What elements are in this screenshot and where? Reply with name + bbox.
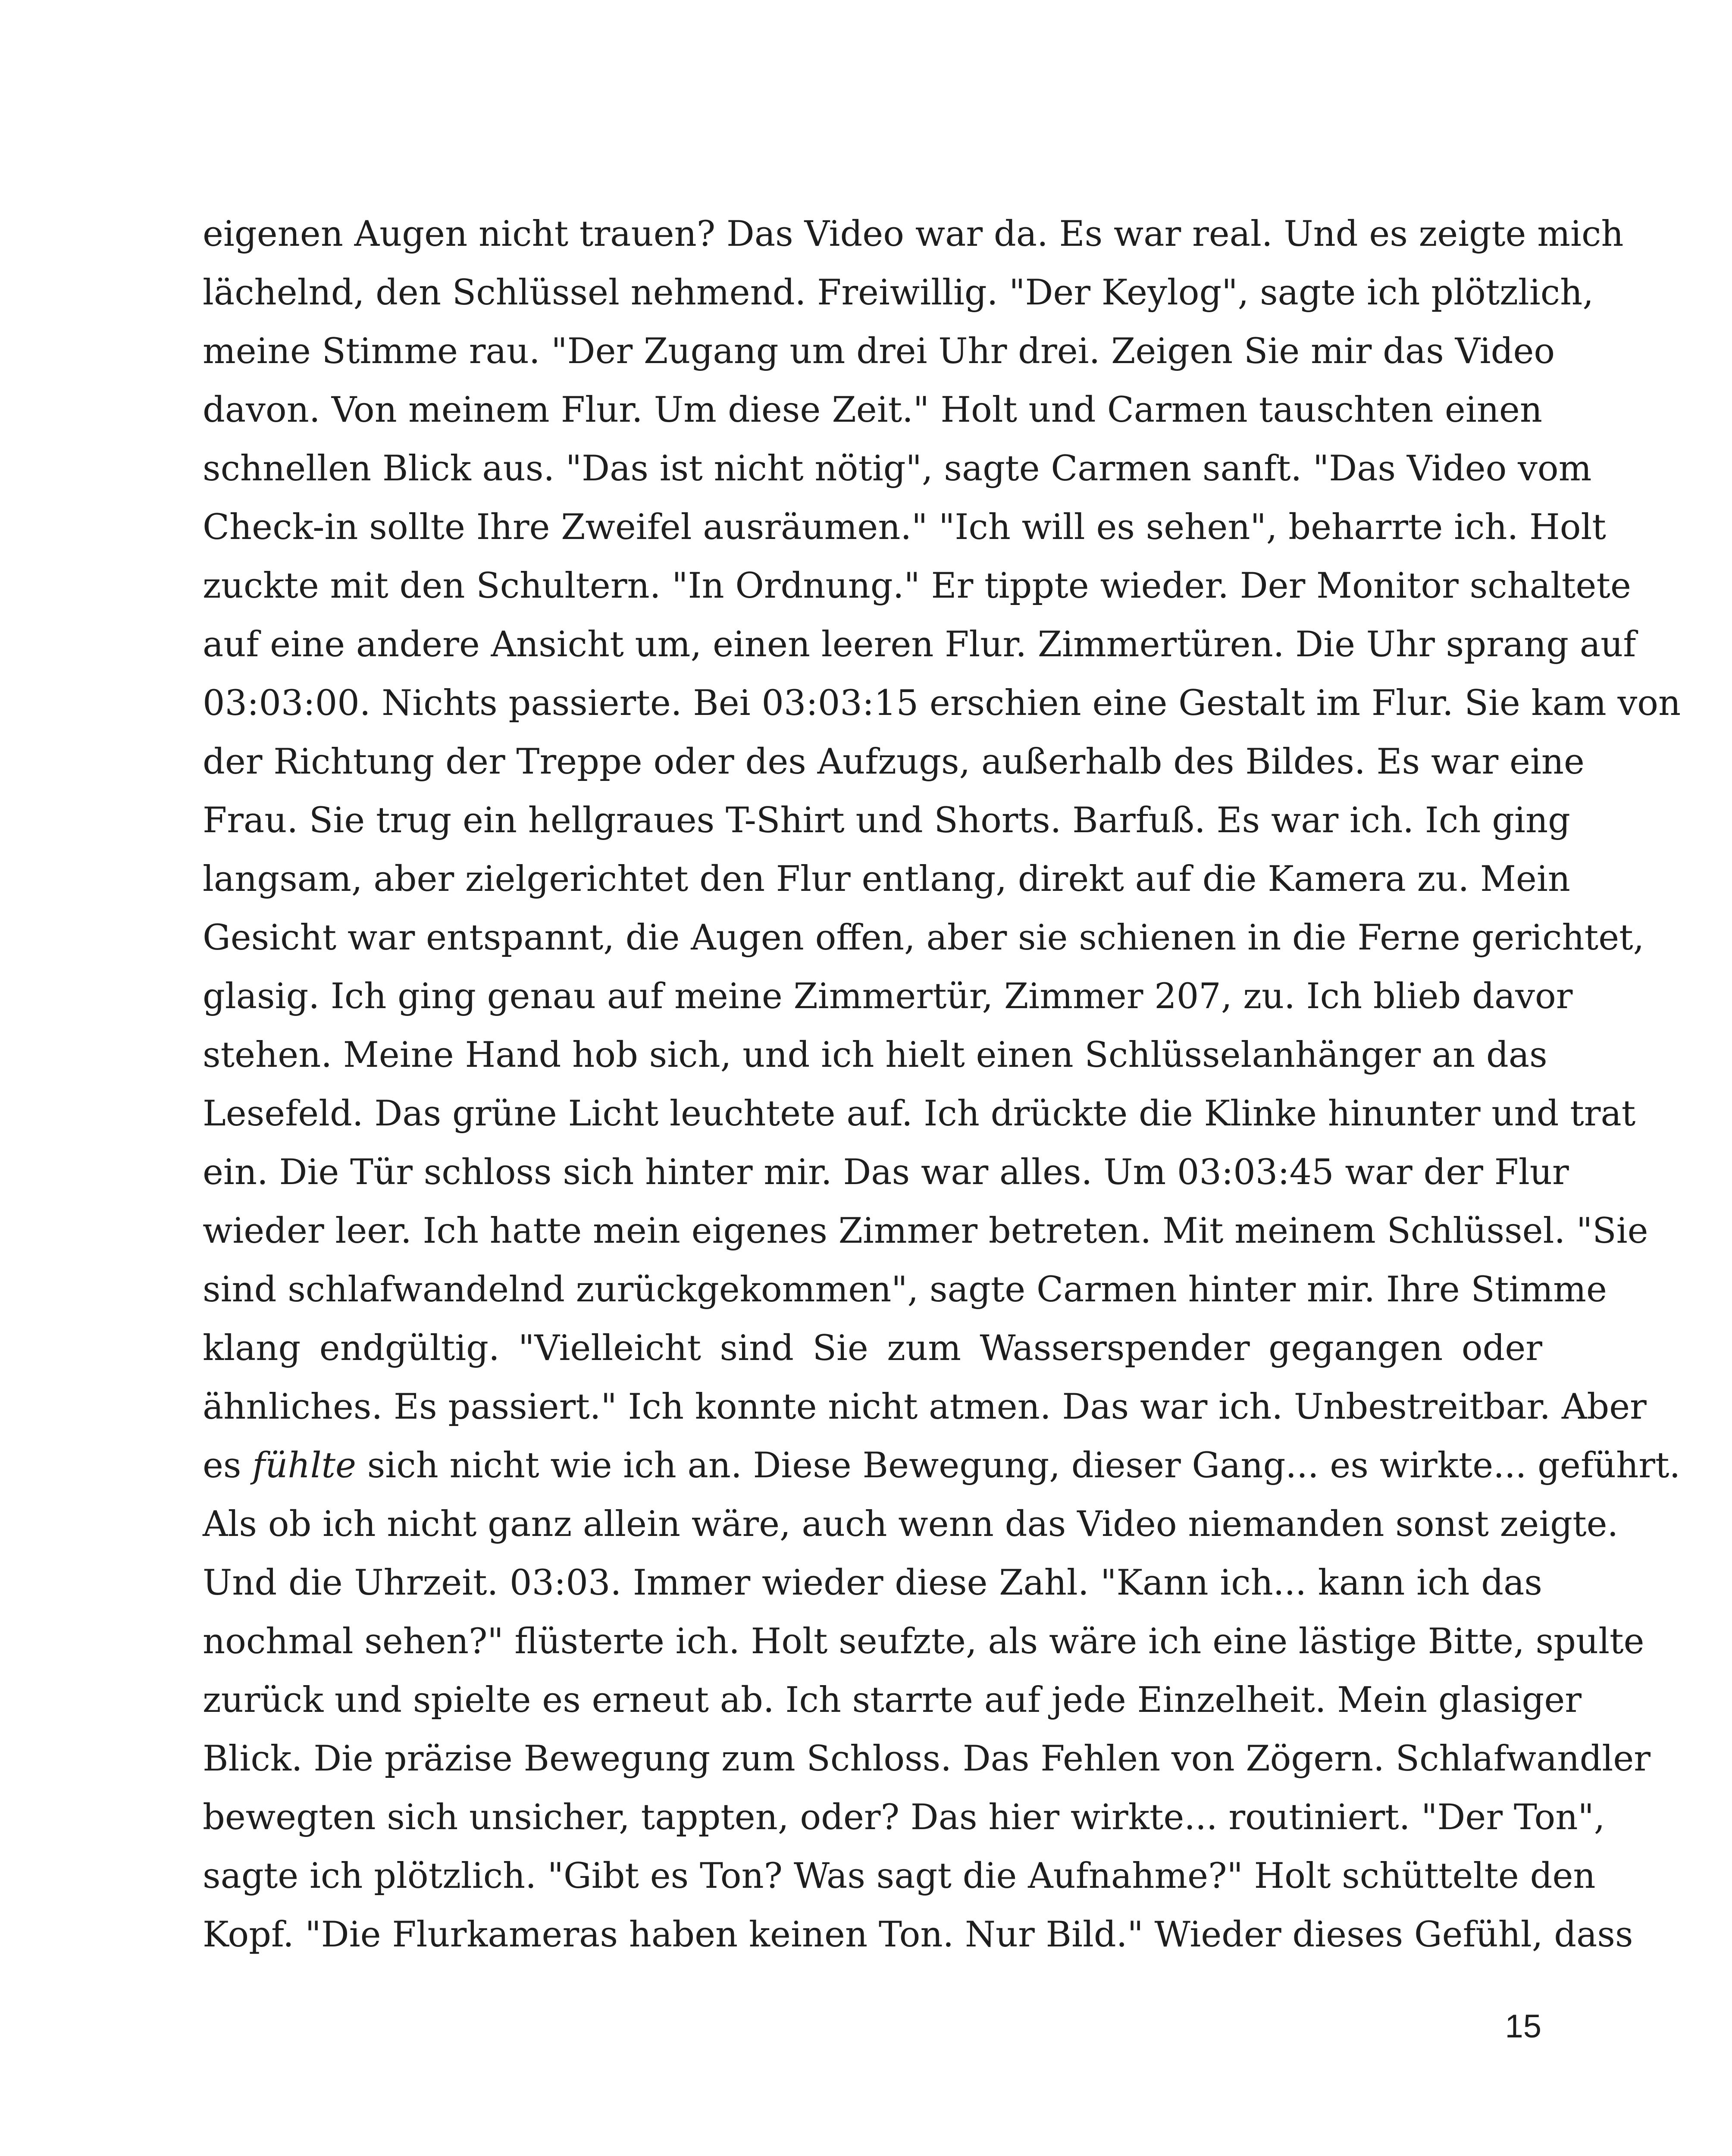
text-line: eigenen Augen nicht trauen? Das Video war da. Es war real. Und es zeigte mich — [203, 214, 1624, 254]
text-line: wieder leer. Ich hatte mein eigenes Zimmer betreten. Mit meinem Schlüssel. "Sie — [203, 1211, 1648, 1251]
text-line: bewegten sich unsicher, tappten, oder? Das hier wirkte... routiniert. "Der Ton", — [203, 1797, 1605, 1838]
text-line: ein. Die Tür schloss sich hinter mir. Das war alles. Um 03:03:45 war der Flur — [203, 1152, 1569, 1193]
text-line: glasig. Ich ging genau auf meine Zimmertür, Zimmer 207, zu. Ich blieb davor — [203, 976, 1573, 1017]
text-line: Check-in sollte Ihre Zweifel ausräumen." "Ich will es sehen", beharrte ich. Holt — [203, 507, 1606, 548]
text-line: sind schlafwandelnd zurückgekommen", sagte Carmen hinter mir. Ihre Stimme — [203, 1269, 1607, 1310]
text-line: Blick. Die präzise Bewegung zum Schloss. Das Fehlen von Zögern. Schlafwandler — [203, 1739, 1651, 1779]
text-line: lächelnd, den Schlüssel nehmend. Freiwillig. "Der Keylog", sagte ich plötzlich, — [203, 273, 1594, 313]
text-line: Und die Uhrzeit. 03:03. Immer wieder diese Zahl. "Kann ich... kann ich das — [203, 1563, 1542, 1603]
text-line: davon. Von meinem Flur. Um diese Zeit." Holt und Carmen tauschten einen — [203, 390, 1542, 430]
text-line: meine Stimme rau. "Der Zugang um drei Uhr drei. Zeigen Sie mir das Video — [203, 331, 1555, 372]
text-line: Frau. Sie trug ein hellgraues T-Shirt und Shorts. Barfuß. Es war ich. Ich ging — [203, 800, 1570, 841]
page-number: 15 — [1505, 2008, 1541, 2045]
text-line: zuckte mit den Schultern. "In Ordnung." Er tippte wieder. Der Monitor schaltete — [203, 566, 1631, 606]
line-rest: sich nicht wie ich an. Diese Bewegung, dieser Gang... es wirkte... geführt. — [356, 1445, 1681, 1486]
text-line: langsam, aber zielgerichtet den Flur entlang, direkt auf die Kamera zu. Mein — [203, 859, 1570, 899]
text-line: 03:03:00. Nichts passierte. Bei 03:03:15 erschien eine Gestalt im Flur. Sie kam von — [203, 683, 1681, 724]
text-line: auf eine andere Ansicht um, einen leeren Flur. Zimmertüren. Die Uhr sprang auf — [203, 624, 1636, 665]
text-line: zurück und spielte es erneut ab. Ich starrte auf jede Einzelheit. Mein glasiger — [203, 1680, 1582, 1720]
text-line: sagte ich plötzlich. "Gibt es Ton? Was sagt die Aufnahme?" Holt schüttelte den — [203, 1856, 1596, 1896]
text-line: Als ob ich nicht ganz allein wäre, auch wenn das Video niemanden sonst zeigte. — [203, 1504, 1619, 1545]
emphasized-word: fühlte — [252, 1445, 356, 1486]
text-line: stehen. Meine Hand hob sich, und ich hielt einen Schlüsselanhänger an das — [203, 1035, 1547, 1075]
text-line: Gesicht war entspannt, die Augen offen, aber sie schienen in die Ferne gerichtet, — [203, 918, 1644, 958]
body-text — [203, 205, 1681, 1964]
text-line: schnellen Blick aus. "Das ist nicht nötig", sagte Carmen sanft. "Das Video vom — [203, 448, 1592, 489]
text-line: ähnliches. Es passiert." Ich konnte nicht atmen. Das war ich. Unbestreitbar. Aber — [203, 1387, 1647, 1427]
text-line: Lesefeld. Das grüne Licht leuchtete auf. Ich drückte die Klinke hinunter und trat — [203, 1094, 1636, 1134]
text-line: der Richtung der Treppe oder des Aufzugs, außerhalb des Bildes. Es war eine — [203, 742, 1585, 782]
text-line: klang endgültig. "Vielleicht sind Sie zum Wasserspender gegangen oder — [203, 1328, 1542, 1369]
text-line-with-emphasis — [203, 1436, 1681, 1495]
line-start: es — [203, 1445, 253, 1486]
text-line: nochmal sehen?" flüsterte ich. Holt seufzte, als wäre ich eine lästige Bitte, spulte — [203, 1621, 1644, 1662]
text-line: Kopf. "Die Flurkameras haben keinen Ton. Nur Bild." Wieder dieses Gefühl, dass — [203, 1915, 1633, 1955]
